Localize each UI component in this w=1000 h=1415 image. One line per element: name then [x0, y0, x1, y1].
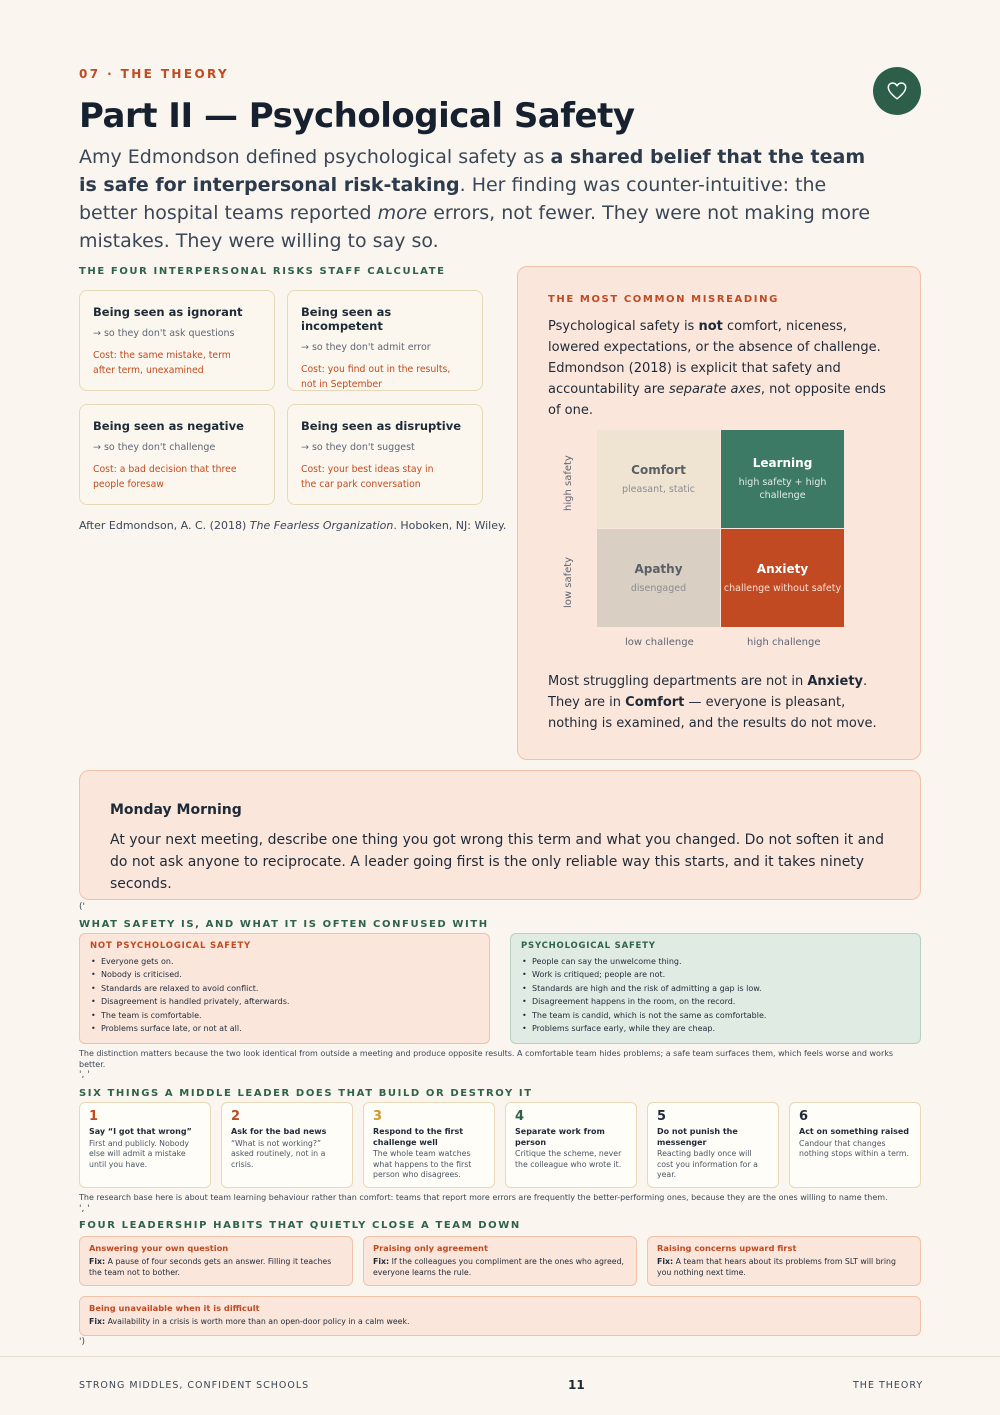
quadrant-comfort [597, 430, 720, 528]
six-things-label: SIX THINGS A MIDDLE LEADER DOES THAT BUILD OR DESTROY IT [79, 1088, 533, 1099]
six-body: The whole team watches what happens to the first person who disagrees. [373, 1149, 472, 1179]
risk-consequence: → so they don't challenge [93, 442, 216, 453]
risks-label: THE FOUR INTERPERSONAL RISKS STAFF CALCULATE [79, 266, 446, 277]
stray-text: ', ' [79, 1070, 90, 1080]
page-title: Part II — Psychological Safety [79, 96, 635, 136]
six-title: Respond to the first challenge well [373, 1127, 464, 1147]
citation [79, 519, 506, 532]
risk-title: Being seen as negative [93, 419, 244, 433]
not-safety-list [90, 955, 479, 1035]
misreading-not: not [698, 319, 723, 334]
six-number: 3 [373, 1109, 383, 1124]
lede-part1: Amy Edmondson defined psychological safety as [79, 146, 551, 168]
misreading-separate-axes: separate axes [668, 382, 761, 397]
page-number: 11 [568, 1378, 585, 1392]
risk-card [287, 290, 483, 391]
quadrant-name: Comfort [631, 462, 686, 477]
habit-title: Answering your own question [89, 1243, 229, 1253]
six-number: 4 [515, 1109, 525, 1124]
habits-label: FOUR LEADERSHIP HABITS THAT QUIETLY CLOSE A TEAM DOWN [79, 1220, 521, 1231]
list-item: • Disagreement is handled privately, afterwards. [90, 995, 479, 1008]
risk-consequence: → so they don't suggest [301, 442, 415, 453]
list-item: • Standards are relaxed to avoid conflict. [90, 982, 479, 995]
safety-label: PSYCHOLOGICAL SAFETY [521, 941, 656, 951]
heart-badge [873, 67, 921, 115]
stray-text: ', ' [79, 1204, 90, 1214]
misreading-t3: , not opposite ends of one. [548, 382, 886, 418]
foot-t1: Most struggling departments are not in [548, 674, 808, 689]
risk-cost: Cost: a bad decision that three people foresaw [93, 464, 237, 490]
six-body: Reacting badly once will cost you information for a year. [657, 1149, 758, 1179]
fix-label: Fix: [373, 1257, 390, 1266]
list-item: • People can say the unwelcome thing. [521, 955, 910, 968]
risk-consequence: → so they don't ask questions [93, 328, 235, 339]
six-body: First and publicly. Nobody else will admit a mistake until you have. [89, 1138, 190, 1169]
habit-fix [89, 1316, 911, 1327]
foot-comfort: Comfort [625, 695, 685, 710]
habit-title: Raising concerns upward first [657, 1243, 797, 1253]
fix-text: A team that hears about its problems from SLT will bring you nothing next time. [657, 1257, 896, 1277]
six-things-note: The research base here is about team learning behaviour rather than comfort: teams that report more errors are frequently the better-performing ones, because they are the ones willing to name them. [79, 1193, 888, 1202]
safety-list [521, 955, 910, 1035]
list-item: • The team is candid, which is not the same as comfortable. [521, 1009, 910, 1022]
risk-card [79, 404, 275, 505]
monday-text: At your next meeting, describe one thing you got wrong this term and what you changed. Do not soften it and do not ask anyone to reciprocate. A leader going first is the only reliable way this starts, and it takes ninety seconds. [110, 832, 884, 892]
foot-anxiety: Anxiety [807, 674, 864, 689]
fix-text: If the colleagues you compliment are the ones who agreed, everyone learns the rule. [373, 1257, 624, 1277]
six-number: 2 [231, 1109, 241, 1124]
habit-card [363, 1236, 637, 1286]
six-card [789, 1102, 921, 1188]
misreading-t1: Psychological safety is [548, 319, 699, 334]
foot-t3: — everyone is pleasant, nothing is examined, and the results do not move. [548, 695, 877, 731]
list-item: • Standards are high and the risk of admitting a gap is low. [521, 982, 910, 995]
quadrant-anxiety [721, 529, 844, 627]
habit-fix [89, 1256, 343, 1278]
not-safety-label: NOT PSYCHOLOGICAL SAFETY [90, 941, 252, 951]
list-item: • Nobody is criticised. [90, 968, 479, 981]
comparison-label: WHAT SAFETY IS, AND WHAT IT IS OFTEN CONFUSED WITH [79, 919, 489, 930]
monday-morning-callout [79, 770, 921, 900]
monday-title: Monday Morning [110, 802, 242, 818]
lede-paragraph [79, 143, 879, 255]
axis-label-high-safety: high safety [563, 455, 574, 511]
six-card [505, 1102, 637, 1188]
risk-cost: Cost: the same mistake, term after term, unexamined [93, 350, 231, 376]
habit-card [79, 1236, 353, 1286]
stray-text: (' [79, 902, 85, 912]
misreading-t2: comfort, niceness, lowered expectations, or the absence of challenge. Edmondson (2018) is explicit that safety and accountability are [548, 319, 881, 397]
fix-label: Fix: [89, 1257, 106, 1266]
quadrant-sub: pleasant, static [622, 483, 695, 495]
risk-cost: Cost: your best ideas stay in the car park conversation [301, 464, 434, 490]
six-number: 5 [657, 1109, 667, 1124]
six-title: Act on something raised [799, 1127, 910, 1136]
quadrant-sub: disengaged [630, 582, 687, 594]
misreading-label: THE MOST COMMON MISREADING [548, 294, 779, 305]
list-item: • The team is comfortable. [90, 1009, 479, 1022]
quadrant-name: Apathy [634, 561, 683, 576]
six-title: Separate work from person [515, 1127, 605, 1147]
habit-card [79, 1296, 921, 1336]
quadrant-learning [721, 430, 844, 528]
list-item: • Problems surface late, or not at all. [90, 1022, 479, 1035]
risk-title: Being seen as incompetent [301, 305, 392, 333]
quadrant-name: Learning [752, 456, 813, 470]
list-item: • Problems surface early, while they are cheap. [521, 1022, 910, 1035]
six-body: Critique the scheme, never the colleague who wrote it. [515, 1149, 622, 1169]
six-number: 1 [89, 1109, 99, 1124]
lede-part2: . Her finding was counter-intuitive: the better hospital teams reported [79, 174, 827, 224]
six-body: Candour that changes nothing stops within a term. [799, 1138, 910, 1158]
risk-consequence: → so they don't admit error [301, 342, 431, 353]
habit-title: Being unavailable when it is difficult [89, 1303, 260, 1313]
comparison-note: The distinction matters because the two look identical from outside a meeting and produce opposite results. A comfortable team hides problems; a safe team surfaces them, which feels worse and works better. [79, 1049, 894, 1069]
misreading-text [548, 316, 898, 421]
six-number: 6 [799, 1109, 809, 1124]
misreading-footnote [548, 671, 898, 734]
six-body: “What is not working?” asked routinely, not in a crisis. [231, 1138, 326, 1169]
list-item: • Disagreement happens in the room, on the record. [521, 995, 910, 1008]
lede-definition: a shared belief that the team is safe for interpersonal risk-taking [79, 146, 866, 196]
fix-text: A pause of four seconds gets an answer. Filling it teaches the team not to bother. [89, 1257, 332, 1277]
six-card [79, 1102, 211, 1188]
safety-box [510, 933, 921, 1044]
fix-label: Fix: [89, 1317, 106, 1326]
habit-fix [373, 1256, 627, 1278]
footer-divider [0, 1356, 1000, 1357]
six-card [363, 1102, 495, 1188]
lede-part3: errors, not fewer. They were not making more mistakes. They were willing to say so. [79, 202, 871, 252]
foot-t2: . They are in [548, 674, 868, 710]
quadrant-sub: challenge without safety [723, 582, 842, 594]
citation-post: . Hoboken, NJ: Wiley. [393, 519, 507, 532]
six-title: Say “I got that wrong” [89, 1127, 192, 1136]
risk-title: Being seen as disruptive [301, 419, 462, 433]
habit-fix [657, 1256, 911, 1278]
fix-label: Fix: [657, 1257, 674, 1266]
stray-text: ') [79, 1337, 85, 1347]
footer-section: THE THEORY [853, 1380, 924, 1391]
footer-book-title: STRONG MIDDLES, CONFIDENT SCHOOLS [79, 1380, 310, 1391]
risk-cost: Cost: you find out in the results, not in September [301, 364, 451, 390]
citation-pre: After Edmondson, A. C. (2018) [79, 519, 250, 532]
citation-title: The Fearless Organization [249, 519, 394, 532]
risk-card [79, 290, 275, 391]
axis-label-high-challenge: high challenge [747, 637, 821, 648]
six-card [647, 1102, 779, 1188]
risk-card [287, 404, 483, 505]
habit-card [647, 1236, 921, 1286]
fix-text: Availability in a crisis is worth more than an open-door policy in a calm week. [105, 1317, 410, 1326]
six-title: Do not punish the messenger [657, 1127, 738, 1147]
axis-label-low-challenge: low challenge [625, 637, 694, 648]
misreading-panel [517, 266, 921, 760]
six-title: Ask for the bad news [231, 1127, 327, 1136]
quadrant-sub: high safety + high challenge [738, 477, 827, 501]
list-item: • Work is critiqued; people are not. [521, 968, 910, 981]
heart-icon [886, 80, 908, 102]
quadrant-name: Anxiety [756, 561, 809, 576]
list-item: • Everyone gets on. [90, 955, 479, 968]
axis-label-low-safety: low safety [563, 556, 574, 608]
lede-emphasis: more [377, 202, 428, 224]
not-safety-box [79, 933, 490, 1044]
habit-title: Praising only agreement [373, 1243, 488, 1253]
six-card [221, 1102, 353, 1188]
quadrant-apathy [597, 529, 720, 627]
section-kicker: 07 · THE THEORY [79, 67, 230, 81]
risk-title: Being seen as ignorant [93, 305, 243, 319]
